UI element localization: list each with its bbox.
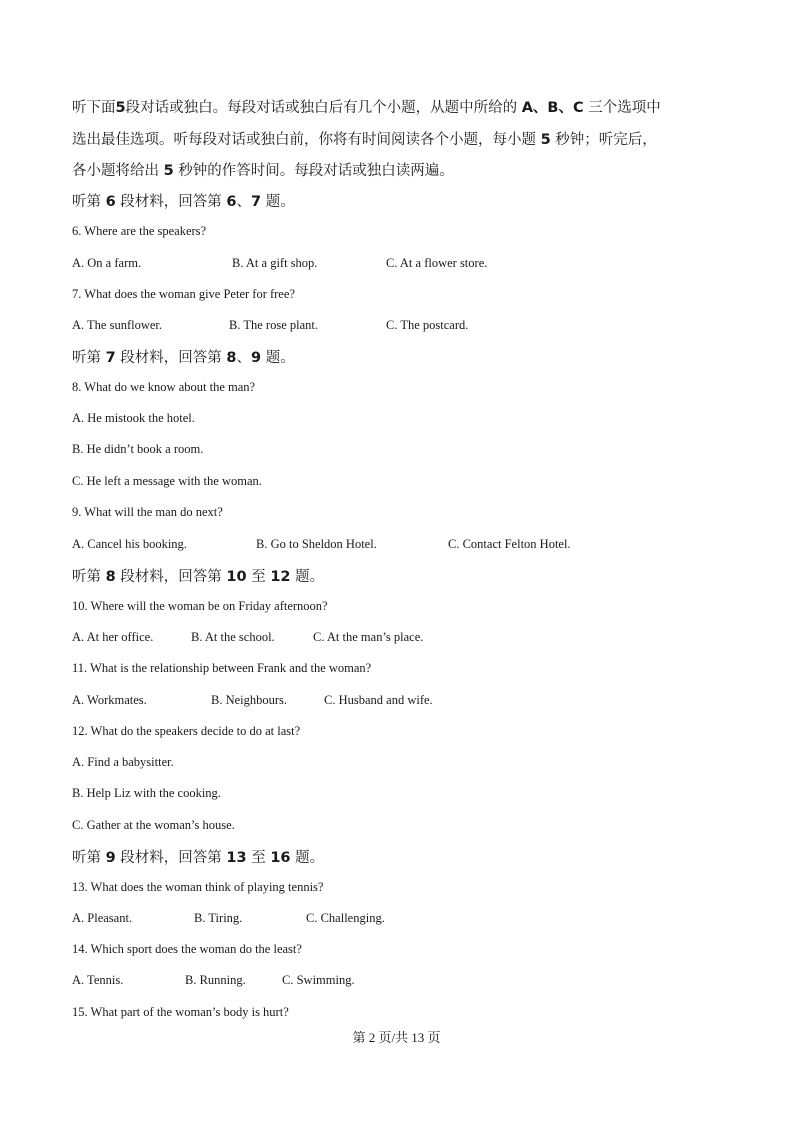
section-number: 9 [105,850,116,866]
directions-line-1 [72,96,661,117]
option-b: B. Go to Sheldon Hotel. [256,537,377,551]
directions-options-letters: A、B、C [521,100,584,116]
question-range-start: 13 [226,850,247,866]
question-options [72,973,722,991]
option-a: A. The sunflower. [72,318,163,332]
question-range-end: 7 [251,194,262,210]
question-text: 7. What does the woman give Peter for free? [72,287,295,301]
section-heading-text: 段材料，回答第 [115,194,227,210]
directions-text: 秒钟；听完后， [550,132,657,148]
section-heading [72,346,295,367]
question-text: 14. Which sport does the woman do the least? [72,942,302,956]
option-a: A. Tennis. [72,973,124,987]
section-heading-text: 听第 [72,350,106,366]
option-b: B. Neighbours. [211,693,288,707]
option-b: B. Tiring. [194,911,243,925]
question-text: 13. What does the woman think of playing tennis? [72,880,324,894]
section-heading-text: 听第 [72,850,106,866]
question-text: 15. What part of the woman’s body is hurt? [72,1005,289,1019]
section-heading-text: 题。 [261,350,295,366]
option-c: C. At the man’s place. [313,630,424,644]
option-c: C. Contact Felton Hotel. [448,537,571,551]
option-a: A. Pleasant. [72,911,133,925]
option-b: B. Help Liz with the cooking. [72,786,221,800]
directions-text: 秒钟的作答时间。每段对话或独白读两遍。 [173,163,454,179]
option-b: B. Running. [185,973,246,987]
directions-text: 选出最佳选项。听每段对话或独白前，你将有时间阅读各个小题，每小题 [72,132,541,148]
question-options [72,256,722,274]
question-range-end: 9 [251,350,262,366]
question-text: 11. What is the relationship between Frank and the woman? [72,661,372,675]
directions-number: 5 [115,100,126,116]
section-heading-text: 题。 [290,850,325,866]
question-range-start: 6 [226,194,237,210]
question-text: 9. What will the man do next? [72,505,223,519]
option-a: A. Workmates. [72,693,147,707]
directions-line-3 [72,159,454,180]
directions-text: 听下面 [72,100,116,116]
section-heading [72,190,295,211]
question-options [72,630,722,648]
question-range-start: 8 [226,350,237,366]
question-text: 8. What do we know about the man? [72,380,256,394]
question-text: 12. What do the speakers decide to do at last? [72,724,301,738]
section-heading-text: 题。 [261,194,295,210]
option-b: B. He didn’t book a room. [72,442,204,456]
section-number: 6 [105,194,116,210]
option-b: B. The rose plant. [229,318,318,332]
directions-line-2 [72,128,657,149]
question-range-end: 16 [270,850,291,866]
section-heading-text: 段材料，回答第 [115,569,227,585]
question-options [72,911,722,929]
question-range-separator: 、 [236,194,252,210]
option-c: C. Challenging. [306,911,385,925]
question-range-end: 12 [270,569,291,585]
question-range-start: 10 [226,569,247,585]
option-a: A. He mistook the hotel. [72,411,195,425]
section-number: 7 [105,350,116,366]
section-heading-text: 段材料，回答第 [115,850,227,866]
option-b: B. At a gift shop. [232,256,318,270]
question-options [72,537,722,555]
question-options [72,318,722,336]
question-range-separator: 至 [246,569,271,585]
page-number-footer: 第 2 页/共 13 页 [352,1030,441,1045]
section-heading-text: 段材料，回答第 [115,350,227,366]
section-number: 8 [105,569,116,585]
question-text: 10. Where will the woman be on Friday afternoon? [72,599,328,613]
option-c: C. Swimming. [282,973,355,987]
option-c: C. He left a message with the woman. [72,474,262,488]
option-c: C. The postcard. [386,318,469,332]
option-a: A. Cancel his booking. [72,537,187,551]
option-a: A. At her office. [72,630,154,644]
section-heading-text: 听第 [72,569,106,585]
option-b: B. At the school. [191,630,275,644]
option-c: C. Husband and wife. [324,693,433,707]
directions-number: 5 [163,163,174,179]
directions-text: 各小题将给出 [72,163,164,179]
question-text: 6. Where are the speakers? [72,224,207,238]
option-c: C. At a flower store. [386,256,488,270]
question-range-separator: 、 [236,350,252,366]
option-a: A. Find a babysitter. [72,755,174,769]
section-heading [72,846,324,867]
question-options [72,693,722,711]
directions-number: 5 [540,132,551,148]
question-range-separator: 至 [246,850,271,866]
directions-text: 三个选项中 [583,100,661,116]
directions-text: 段对话或独白。每段对话或独白后有几个小题，从题中所给的 [125,100,522,116]
section-heading-text: 听第 [72,194,106,210]
option-c: C. Gather at the woman’s house. [72,818,235,832]
option-a: A. On a farm. [72,256,142,270]
section-heading-text: 题。 [290,569,325,585]
section-heading [72,565,324,586]
